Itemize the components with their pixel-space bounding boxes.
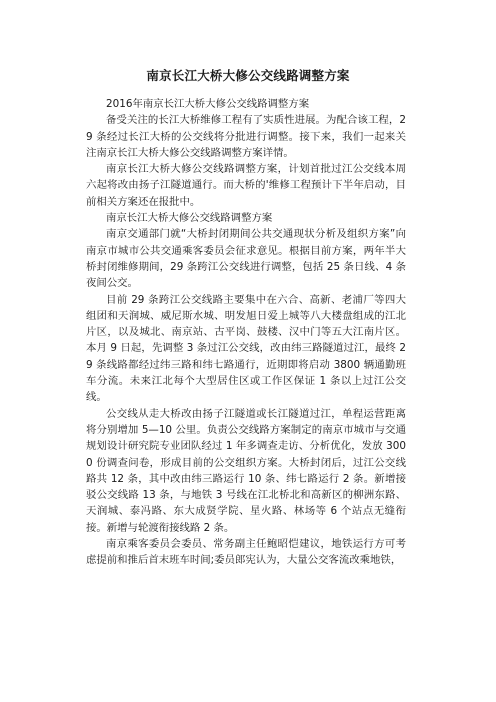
document-body <box>86 96 406 569</box>
paragraph-intro: 备受关注的长江大桥维修工程有了实质性进展。为配合该工程，29 条经过长江大桥的公交线将分批进行调整。接下来，我们一起来关注南京长江大桥大修公交线路调整方案详情。 <box>86 114 406 159</box>
paragraph-consultation: 南京交通部门就“大桥封闭期间公共交通现状分析及组织方案”向南京市城市公共交通乘客委员会征求意见。根据目前方案，两年半大桥封闭维修期间，29 条跨江公交线进行调整，包括 25 条日线、4 条夜间公交。 <box>86 228 406 290</box>
paragraph-committee: 南京乘客委员会委员、常务副主任鲍昭恺建议，地铁运行方可考虑提前和推后首末班车时间;委员郎宪认为，大量公交客流改乘地铁， <box>86 538 406 567</box>
document-title: 南京长江大桥大修公交线路调整方案 <box>146 68 350 83</box>
paragraph-plan-overview: 南京长江大桥大修公交线路调整方案，计划首批过江公交线本周六起将改由扬子江隧道通行。而大桥的'维修工程预计下半年启动，目前相关方案还在报批中。 <box>86 163 406 208</box>
paragraph-section-heading: 南京长江大桥大修公交线路调整方案 <box>106 212 273 225</box>
paragraph-routes: 目前 29 条跨江公交线路主要集中在六合、高新、老浦厂等四大组团和天润城、威尼斯水城、明发旭日爱上城等八大楼盘组成的江北片区，以及城北、南京站、古平岗、鼓楼、汉中门等五大江南片区。本月 9 日起，先调整 3 条过江公交线，改由纬三路隧道过江，最终 29 条线路都经过纬三路和纬七路通行，近期即将启动 3800 辆通勤班车分流。未来江北每个大型居住区或工作区保证 1 条以上过江公交线。 <box>86 293 406 404</box>
paragraph-subtitle: 2016年南京长江大桥大修公交线路调整方案 <box>106 98 310 110</box>
paragraph-tunnel-routing: 公交线从走大桥改由扬子江隧道或长江隧道过江，单程运营距离将分别增加 5—10 公里。负责公交线路方案制定的南京市城市与交通规划设计研究院专业团队经过 1 年多调查走访、分析优化，发放 3000 份调查问卷，形成目前的公交组织方案。大桥封闭后，过江公交线路共 12 条，其中改由纬三路运行 10 条、纬七路运行 2 条。新增接驳公交线路 13 条，与地铁 3 号线在江北桥北和高新区的柳洲东路、天润城、泰冯路、东大成贤学院、星火路、林场等 6 个站点无缝衔接。新增与轮渡衔接线路 2 条。 <box>86 407 406 534</box>
